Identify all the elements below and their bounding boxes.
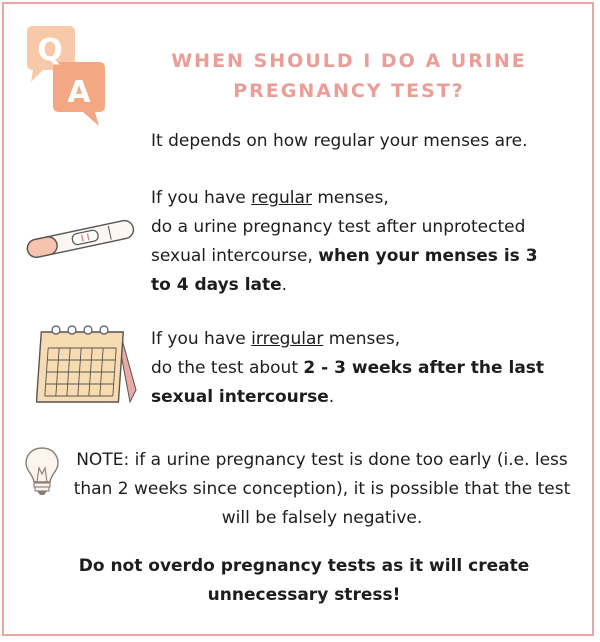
irregular-line-1-pre: If you have — [151, 329, 252, 349]
regular-line-4-bold: to 4 days late — [151, 275, 282, 295]
a-letter: A — [67, 75, 91, 110]
page-title — [154, 46, 544, 106]
regular-line-3-text: sexual intercourse, — [151, 246, 319, 266]
intro-text: It depends on how regular your menses are. — [151, 131, 528, 151]
regular-line-1-pre: If you have — [151, 188, 252, 208]
title-line-1: WHEN SHOULD I DO A URINE — [171, 50, 527, 72]
note-line-3: will be falsely negative. — [221, 508, 423, 528]
regular-line-2: do a urine pregnancy test after unprotected — [151, 217, 526, 237]
note-line-1: NOTE: if a urine pregnancy test is done too early (i.e. less — [76, 450, 568, 470]
qa-bubble-icon — [19, 22, 119, 134]
irregular-line-3-bold: sexual intercourse — [151, 387, 329, 407]
calendar-icon — [36, 322, 140, 408]
regular-line-1 — [151, 184, 571, 213]
regular-section — [151, 184, 571, 300]
card-frame — [2, 2, 594, 636]
regular-line-4-end: . — [281, 275, 288, 295]
note-line-2: than 2 weeks since conception), it is possible that the test — [73, 479, 571, 499]
note-text — [72, 446, 572, 533]
regular-line-3 — [151, 242, 571, 271]
closing-text — [54, 552, 554, 610]
closing-line-1: Do not overdo pregnancy tests as it will create — [78, 556, 530, 576]
regular-line-4 — [151, 271, 571, 300]
regular-line-3-bold: when your menses is 3 — [318, 246, 538, 266]
irregular-line-3 — [151, 383, 571, 412]
q-letter: Q — [37, 33, 63, 68]
irregular-keyword: irregular — [251, 329, 324, 349]
irregular-line-3-end: . — [328, 387, 335, 407]
irregular-line-1-post: menses, — [323, 329, 401, 349]
pregnancy-test-icon — [20, 212, 140, 262]
title-line-2: PREGNANCY TEST? — [233, 80, 465, 102]
regular-line-1-post: menses, — [311, 188, 389, 208]
irregular-line-2 — [151, 354, 571, 383]
lightbulb-icon — [22, 444, 62, 498]
irregular-line-1 — [151, 325, 571, 354]
irregular-line-2-bold: 2 - 3 weeks after the last — [303, 358, 545, 378]
irregular-line-2-pre: do the test about — [151, 358, 304, 378]
irregular-section — [151, 325, 571, 412]
regular-keyword: regular — [251, 188, 312, 208]
closing-line-2: unnecessary stress! — [207, 585, 401, 605]
